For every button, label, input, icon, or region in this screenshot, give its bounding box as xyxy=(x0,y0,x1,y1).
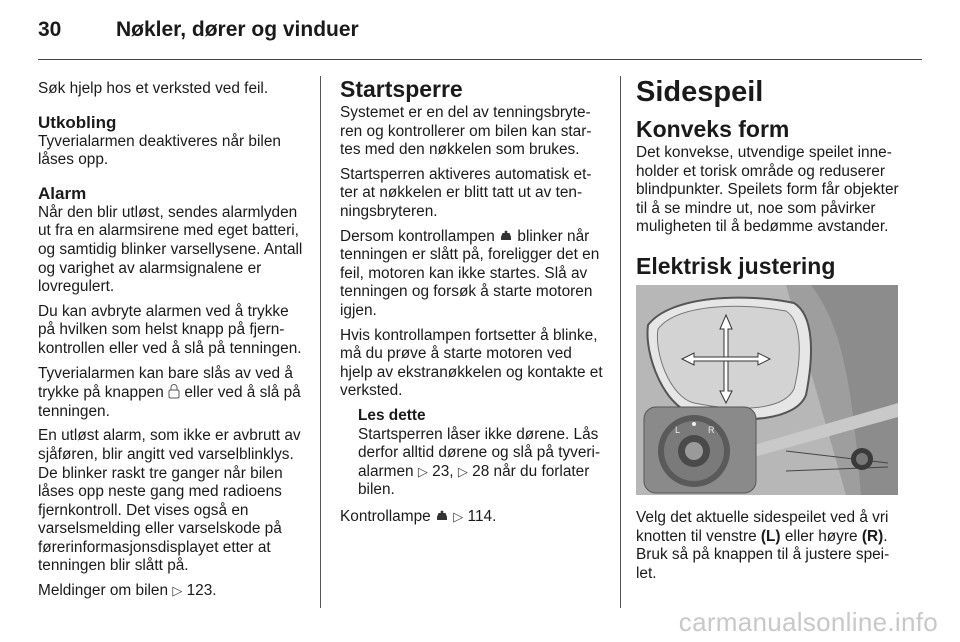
page-number: 30 xyxy=(38,18,62,41)
page-title: Nøkler, dører og vinduer xyxy=(116,18,359,41)
alarm-text-4: En utløst alarm, som ikke er avbrutt av sjåføren, blir angitt ved varselblinklys. De blinker raskt tre ganger når bilen låses opp neste gang med radioens fjernkontroll. Det vises også en varselsmelding eller varselskode på førerinformasjonsdisplayet etter at tenningen blir slått på. xyxy=(38,427,301,575)
elektrisk-text xyxy=(636,509,902,583)
column-1 xyxy=(38,76,304,607)
note-box xyxy=(340,407,604,500)
ref-arrow-icon: ▷ xyxy=(172,583,183,599)
note-ref-2[interactable]: 28 når du forlater bilen. xyxy=(358,462,590,499)
utkobling-text: Tyverialarmen deaktiveres når bilen låses opp. xyxy=(38,132,281,169)
svg-text:L: L xyxy=(675,424,681,435)
startsperre-text-3 xyxy=(340,228,604,321)
column-2 xyxy=(340,76,604,532)
heading-sidespeil: Sidespeil xyxy=(636,76,764,108)
svg-text:R: R xyxy=(708,424,715,435)
startsperre-text-3a: Dersom kontrollampen xyxy=(340,227,495,245)
alarm-text-2: Du kan avbryte alarmen ved å trykke på hvilken som helst knapp på fjernkontrollen eller ved å slå på tenningen. xyxy=(38,302,302,357)
elektrisk-text-b: eller høyre xyxy=(784,527,858,545)
alarm-text-1: Når den blir utløst, sendes alarmlyden ut fra en alarmsirene med eget batteri, og samtidig blinker varsellysene. Antall og varighet av alarmsignalene er lovregulert. xyxy=(38,203,303,296)
ref-arrow-icon: ▷ xyxy=(417,463,428,479)
heading-konveks-form: Konveks form xyxy=(636,116,790,142)
column-divider-2 xyxy=(620,76,621,608)
elektrisk-text-c: . Bruk så på knappen til å justere speilet. xyxy=(636,527,890,582)
startsperre-text-2: Startsperren aktiveres automatisk etter at nøkkelen er blitt tatt ut av tenningsbryteren. xyxy=(340,165,592,220)
alarm-text-5a: Meldinger om bilen xyxy=(38,582,169,600)
left-knob-label: (L) xyxy=(760,527,781,545)
column-divider-1 xyxy=(320,76,321,608)
startsperre-text-4: Hvis kontrollampen fortsetter å blinke, må du prøve å starte motoren ved hjelp av ekstranøkkelen og kontakte et verksted. xyxy=(340,326,603,400)
ref-arrow-icon: ▷ xyxy=(453,508,464,524)
alarm-text-3a: Tyverialarmen kan bare slås av ved å trykke på knappen xyxy=(38,364,293,402)
kontrollampe-ref[interactable]: 114. xyxy=(467,507,497,525)
right-knob-label: (R) xyxy=(861,527,884,545)
alarm-text-5 xyxy=(38,582,304,601)
mirror-adjustment-figure xyxy=(636,285,898,495)
heading-elektrisk-justering: Elektrisk justering xyxy=(636,252,836,279)
note-ref-1[interactable]: 23, xyxy=(432,462,454,480)
alarm-text-3 xyxy=(38,365,304,422)
kontrollampe-text: Kontrollampe xyxy=(340,507,431,525)
lock-button-icon xyxy=(168,384,180,401)
car-key-lamp-icon xyxy=(499,228,513,245)
startsperre-text-1: Systemet er en del av tenningsbryteren og kontrollerer om bilen kan startes med den nøkkelen som brukes. xyxy=(340,104,592,159)
startsperre-text-3b: blinker når tenningen er slått på, foreligger det en feil, motoren kan ikke startes. Slå av tenningen og forsøk å starte motoren igjen. xyxy=(340,227,600,319)
header-rule xyxy=(38,59,922,60)
heading-utkobling: Utkobling xyxy=(38,112,117,132)
heading-alarm: Alarm xyxy=(38,183,87,203)
note-text xyxy=(358,426,604,500)
ref-arrow-icon: ▷ xyxy=(457,463,468,479)
car-key-lamp-icon xyxy=(435,508,449,525)
page-header xyxy=(38,18,359,42)
elektrisk-text-a: Velg det aktuelle sidespeilet ved å vri knotten til venstre xyxy=(636,508,889,545)
heading-startsperre: Startsperre xyxy=(340,76,463,102)
kontrollampe-line xyxy=(340,508,604,527)
alarm-ref-link[interactable]: 123. xyxy=(186,582,217,600)
note-text-a: Startsperren låser ikke dørene. Lås derfor alltid dørene og slå på tyverialarmen xyxy=(358,425,601,480)
note-title: Les dette xyxy=(358,406,426,424)
alarm-text-3b: eller ved å slå på tenningen. xyxy=(38,384,301,420)
intro-text: Søk hjelp hos et verksted ved feil. xyxy=(38,80,269,97)
konveks-text: Det konvekse, utvendige speilet inneholder et torisk område og reduserer blindpunkter. Speilets form får objekter til å se mindre ut, noe som påvirker muligheten til å bedømme avstander. xyxy=(636,144,899,236)
column-3 xyxy=(636,76,902,589)
watermark: carmanualsonline.info xyxy=(678,607,938,637)
